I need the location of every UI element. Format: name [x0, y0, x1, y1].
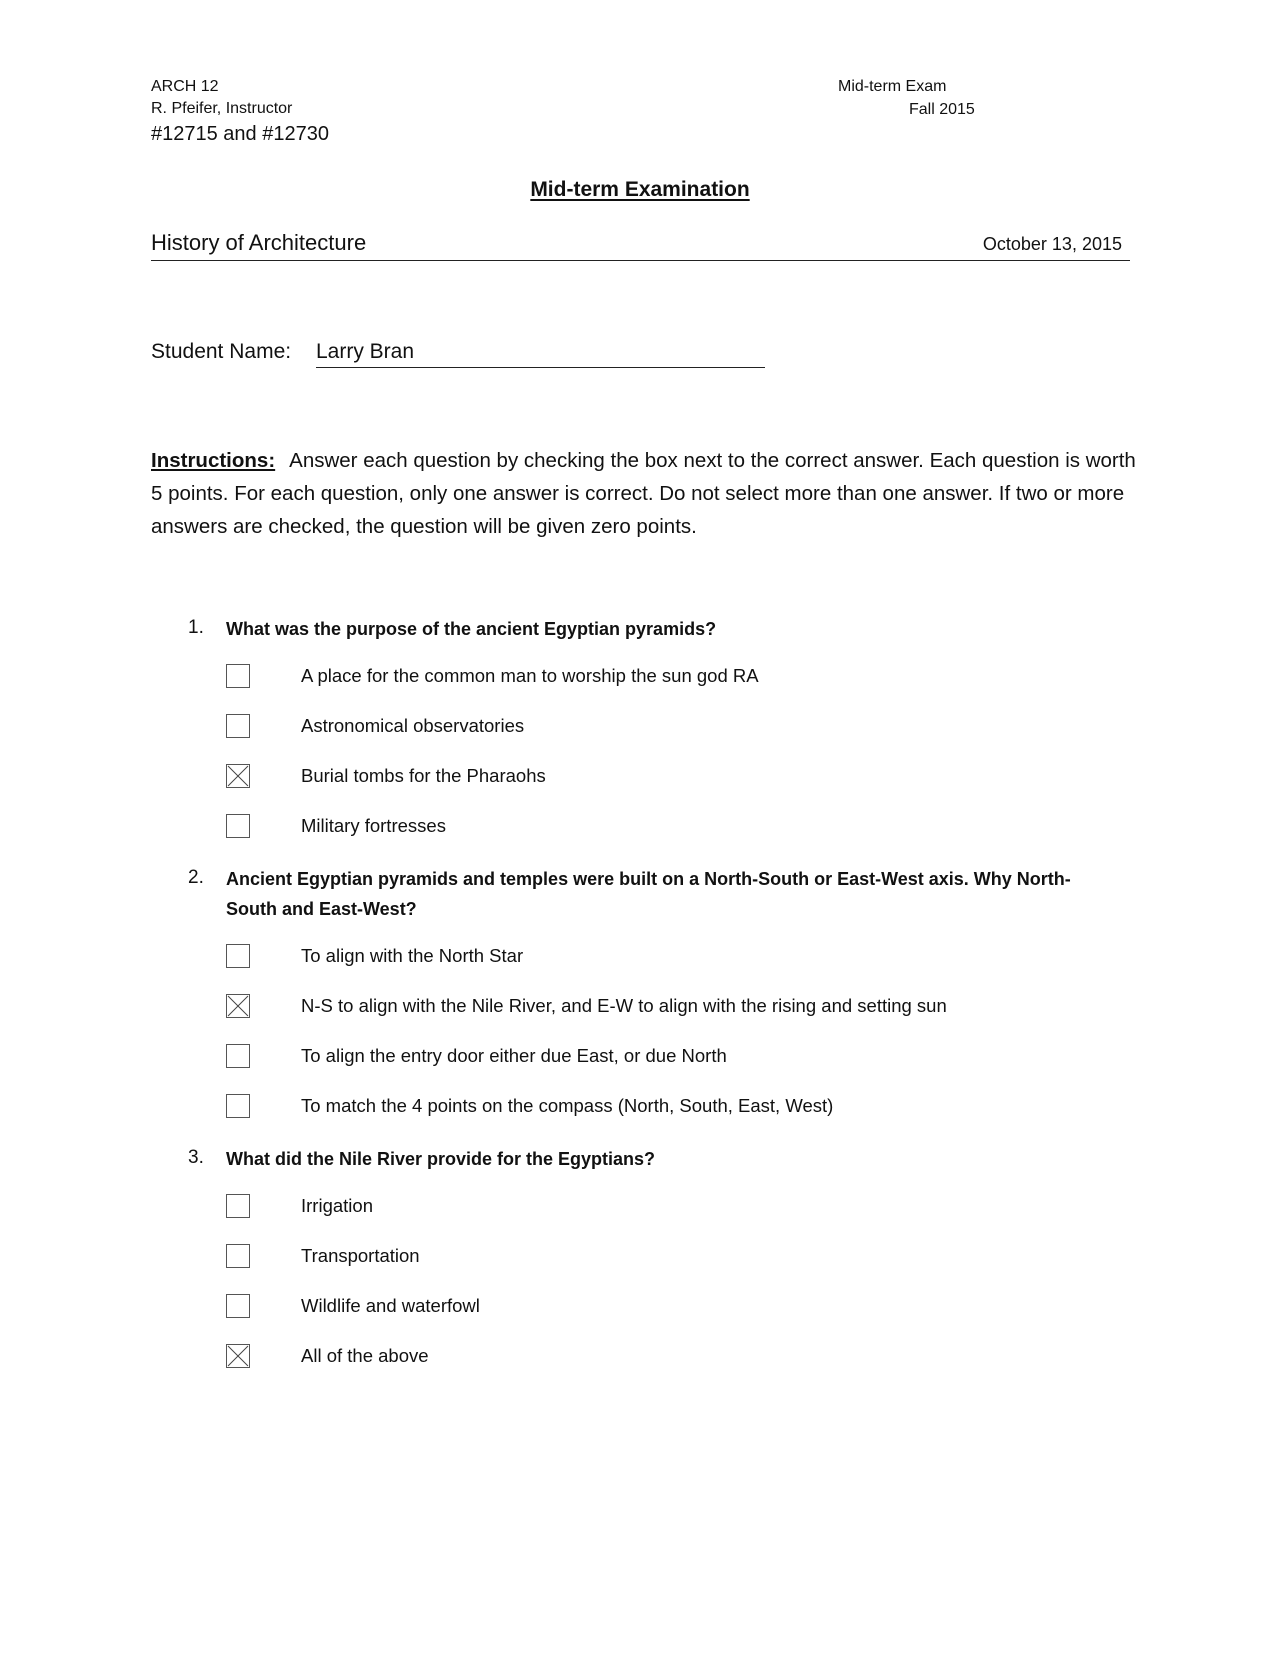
- checkbox[interactable]: [226, 1044, 250, 1068]
- student-name-field[interactable]: Larry Bran: [316, 340, 765, 368]
- student-name-label: Student Name:: [151, 340, 292, 363]
- check-x-icon: [227, 995, 249, 1017]
- checkbox[interactable]: [226, 1294, 250, 1318]
- header-left: [151, 76, 329, 148]
- exam-label: Mid-term Exam: [838, 78, 947, 95]
- answer-option-text: A place for the common man to worship the sun god RA: [301, 665, 759, 686]
- checkbox-checked[interactable]: [226, 994, 250, 1018]
- instructions-text: Answer each question by checking the box next to the correct answer. Each question is worth 5 points. For each question, only one answer is correct. Do not select more than one answer. If two or more answers are checked, the question will be given zero points.: [151, 449, 1136, 538]
- checkbox[interactable]: [226, 1094, 250, 1118]
- instructor-name: R. Pfeifer, Instructor: [151, 100, 293, 117]
- answer-option-text: Irrigation: [301, 1195, 373, 1216]
- course-code: ARCH 12: [151, 78, 219, 95]
- checkbox[interactable]: [226, 1244, 250, 1268]
- question-text: What did the Nile River provide for the Egyptians?: [226, 1149, 656, 1169]
- answer-option-text: Military fortresses: [301, 815, 446, 836]
- checkbox-checked[interactable]: [226, 764, 250, 788]
- answer-option-text: To align the entry door either due East, or due North: [301, 1045, 727, 1066]
- instructions: [151, 444, 1141, 543]
- question-number: 2.: [188, 867, 204, 888]
- question-text: Ancient Egyptian pyramids and temples were built on a North-South or East-West axis. Why North-South and East-West?: [226, 869, 1071, 919]
- answer-option-text: Wildlife and waterfowl: [301, 1295, 480, 1316]
- instructions-label: Instructions:: [151, 449, 276, 472]
- answer-option-text: All of the above: [301, 1345, 429, 1366]
- check-x-icon: [227, 1345, 249, 1367]
- answer-option-text: Burial tombs for the Pharaohs: [301, 765, 546, 786]
- answer-option-text: To align with the North Star: [301, 945, 524, 966]
- answer-option-text: Transportation: [301, 1245, 420, 1266]
- check-x-icon: [227, 765, 249, 787]
- course-row: [151, 230, 1130, 261]
- checkbox[interactable]: [226, 1194, 250, 1218]
- term-label: Fall 2015: [909, 101, 975, 118]
- question-number: 3.: [188, 1147, 204, 1168]
- answer-option-text: Astronomical observatories: [301, 715, 525, 736]
- answer-option-text: To match the 4 points on the compass (North, South, East, West): [301, 1095, 834, 1116]
- section-numbers: #12715 and #12730: [151, 123, 329, 145]
- page-title: [0, 178, 1280, 202]
- answer-option-text: N-S to align with the Nile River, and E-W to align with the rising and setting sun: [301, 995, 947, 1016]
- page-title-text: Mid-term Examination: [530, 178, 750, 201]
- question-number: 1.: [188, 617, 204, 638]
- checkbox[interactable]: [226, 814, 250, 838]
- question-text: What was the purpose of the ancient Egyptian pyramids?: [226, 619, 717, 639]
- exam-date: October 13, 2015: [982, 234, 1122, 254]
- checkbox[interactable]: [226, 664, 250, 688]
- checkbox[interactable]: [226, 714, 250, 738]
- checkbox[interactable]: [226, 944, 250, 968]
- checkbox-checked[interactable]: [226, 1344, 250, 1368]
- course-name: History of Architecture: [151, 230, 367, 255]
